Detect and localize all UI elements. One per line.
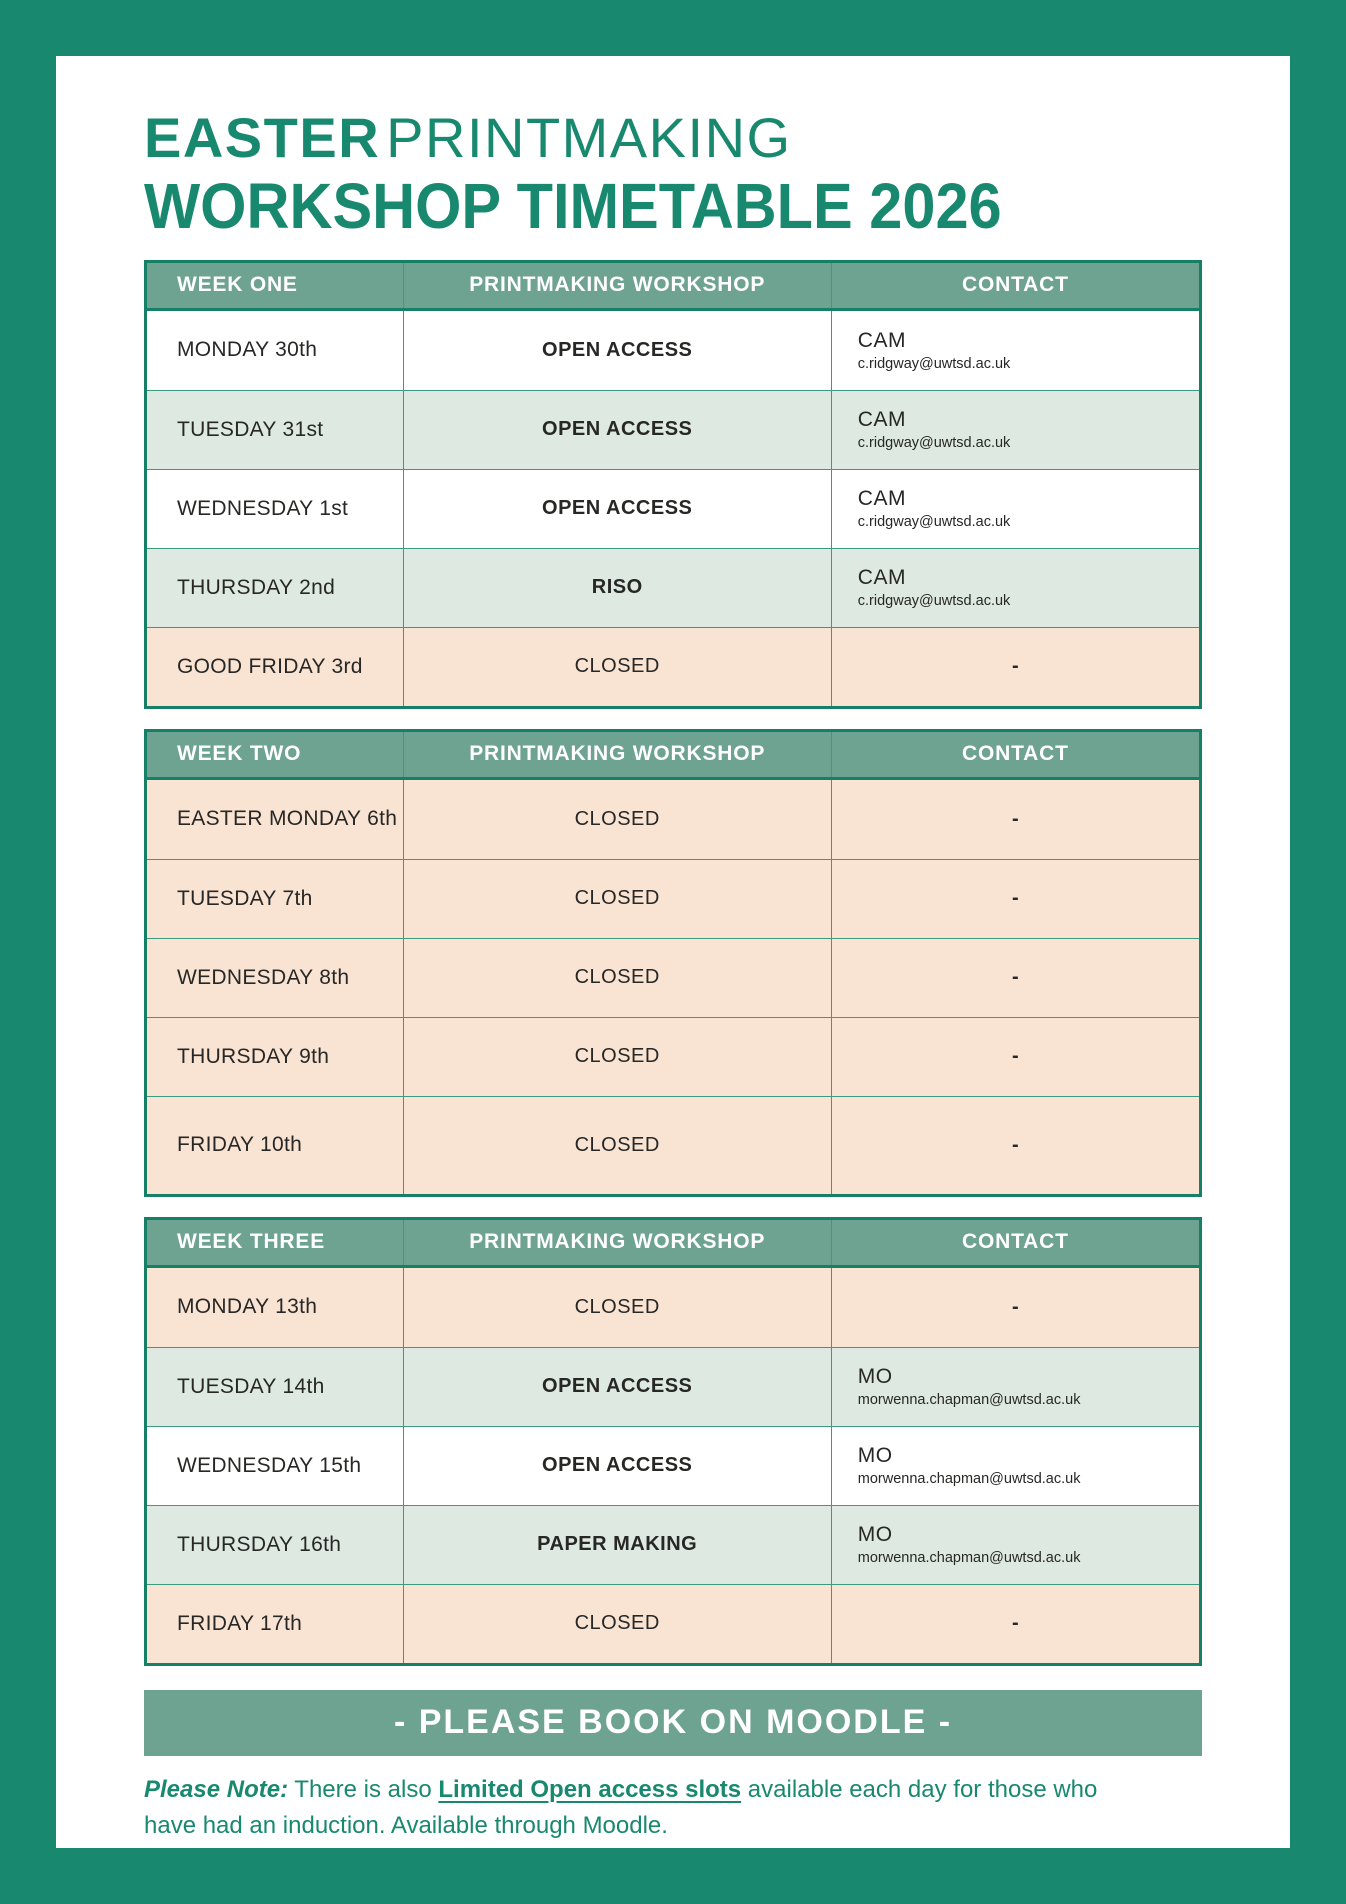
workshop-cell: CLOSED: [403, 939, 831, 1017]
timetable-week-2: [144, 729, 1202, 1197]
workshop-cell: OPEN ACCESS: [403, 311, 831, 390]
workshop-column-header: PRINTMAKING WORKSHOP: [403, 263, 831, 308]
contact-cell: [831, 470, 1199, 548]
workshop-column-header: PRINTMAKING WORKSHOP: [403, 732, 831, 777]
note-prefix: Please Note:: [144, 1775, 289, 1803]
contact-cell: [831, 1018, 1199, 1096]
contact-email: c.ridgway@uwtsd.ac.uk: [857, 355, 1011, 372]
contact-name: CAM: [857, 566, 906, 590]
week-column-header: WEEK THREE: [177, 1230, 326, 1254]
contact-dash: -: [1012, 1133, 1019, 1156]
title-word-printmaking: PRINTMAKING: [386, 106, 792, 169]
table-row: [147, 1505, 1199, 1584]
workshop-cell: PAPER MAKING: [403, 1506, 831, 1584]
contact-cell: [831, 391, 1199, 469]
timetable-week-3: [144, 1217, 1202, 1666]
contact-cell: [831, 939, 1199, 1017]
workshop-cell: OPEN ACCESS: [403, 470, 831, 548]
day-cell: WEDNESDAY 1st: [177, 496, 349, 520]
workshop-cell: OPEN ACCESS: [403, 1427, 831, 1505]
workshop-cell: RISO: [403, 549, 831, 627]
workshop-cell: CLOSED: [403, 860, 831, 938]
contact-column-header: CONTACT: [831, 1220, 1199, 1265]
note-underlined-phrase: Limited Open access slots: [438, 1775, 742, 1803]
contact-email: c.ridgway@uwtsd.ac.uk: [857, 593, 1011, 610]
week-column-header: WEEK TWO: [177, 742, 302, 766]
contact-cell: [831, 1097, 1199, 1194]
contact-dash: -: [1012, 1295, 1019, 1318]
timetable-section: [144, 260, 1202, 1666]
contact-email: morwenna.chapman@uwtsd.ac.uk: [857, 1471, 1081, 1488]
table-row: [147, 1426, 1199, 1505]
contact-name: MO: [857, 1523, 893, 1547]
day-cell: TUESDAY 7th: [177, 886, 313, 910]
week-column-header: WEEK ONE: [177, 273, 298, 297]
contact-dash: -: [1012, 655, 1019, 678]
day-cell: THURSDAY 9th: [177, 1044, 330, 1068]
table-row: [147, 627, 1199, 706]
day-cell: WEDNESDAY 15th: [177, 1453, 362, 1477]
contact-email: c.ridgway@uwtsd.ac.uk: [857, 514, 1011, 531]
title-line2: WORKSHOP TIMETABLE 2026: [144, 170, 1002, 243]
workshop-cell: OPEN ACCESS: [403, 1348, 831, 1426]
table-row: [147, 311, 1199, 390]
table-row: [147, 390, 1199, 469]
table-header-row: [147, 732, 1199, 780]
workshop-column-header: PRINTMAKING WORKSHOP: [403, 1220, 831, 1265]
table-row: [147, 780, 1199, 859]
workshop-cell: CLOSED: [403, 1268, 831, 1347]
workshop-cell: CLOSED: [403, 628, 831, 706]
day-cell: THURSDAY 2nd: [177, 575, 336, 599]
day-cell: FRIDAY 17th: [177, 1611, 303, 1635]
note-text-after: available each day for those who have had an induction. Available through Moodle.: [144, 1775, 1098, 1839]
contact-dash: -: [1012, 966, 1019, 989]
day-cell: TUESDAY 31st: [177, 417, 324, 441]
contact-column-header: CONTACT: [831, 732, 1199, 777]
contact-name: MO: [857, 1444, 893, 1468]
poster-page: [56, 56, 1290, 1848]
contact-name: CAM: [857, 328, 906, 352]
contact-cell: [831, 628, 1199, 706]
day-cell: FRIDAY 10th: [177, 1133, 303, 1157]
timetable-week-1: [144, 260, 1202, 709]
contact-cell: [831, 311, 1199, 390]
day-cell: MONDAY 13th: [177, 1295, 318, 1319]
contact-cell: [831, 1268, 1199, 1347]
contact-cell: [831, 549, 1199, 627]
workshop-cell: CLOSED: [403, 1097, 831, 1194]
contact-cell: [831, 860, 1199, 938]
day-cell: THURSDAY 16th: [177, 1532, 342, 1556]
title-word-easter: EASTER: [144, 106, 381, 169]
day-cell: MONDAY 30th: [177, 338, 318, 362]
day-cell: GOOD FRIDAY 3rd: [177, 654, 363, 678]
contact-name: CAM: [857, 408, 906, 432]
contact-name: CAM: [857, 487, 906, 511]
contact-name: MO: [857, 1365, 893, 1389]
contact-dash: -: [1012, 807, 1019, 830]
table-row: [147, 469, 1199, 548]
contact-email: morwenna.chapman@uwtsd.ac.uk: [857, 1550, 1081, 1567]
note-text-before: There is also: [288, 1775, 439, 1803]
table-row: [147, 859, 1199, 938]
contact-cell: [831, 780, 1199, 859]
contact-column-header: CONTACT: [831, 263, 1199, 308]
workshop-cell: OPEN ACCESS: [403, 391, 831, 469]
contact-dash: -: [1012, 1045, 1019, 1068]
footer-note: [144, 1772, 1154, 1844]
table-row: [147, 1268, 1199, 1347]
table-row: [147, 1584, 1199, 1663]
workshop-cell: CLOSED: [403, 1585, 831, 1663]
title-line1: [144, 108, 1202, 168]
contact-dash: -: [1012, 1612, 1019, 1635]
day-cell: TUESDAY 14th: [177, 1374, 325, 1398]
day-cell: EASTER MONDAY 6th: [177, 807, 398, 831]
table-header-row: [147, 263, 1199, 311]
workshop-cell: CLOSED: [403, 1018, 831, 1096]
contact-dash: -: [1012, 887, 1019, 910]
contact-cell: [831, 1585, 1199, 1663]
table-row: [147, 1017, 1199, 1096]
table-row: [147, 938, 1199, 1017]
contact-email: c.ridgway@uwtsd.ac.uk: [857, 435, 1011, 452]
contact-email: morwenna.chapman@uwtsd.ac.uk: [857, 1392, 1081, 1409]
day-cell: WEDNESDAY 8th: [177, 965, 350, 989]
moodle-banner: - PLEASE BOOK ON MOODLE -: [144, 1690, 1202, 1756]
page-title: [144, 108, 1202, 242]
contact-cell: [831, 1348, 1199, 1426]
table-header-row: [147, 1220, 1199, 1268]
table-row: [147, 1347, 1199, 1426]
table-row: [147, 548, 1199, 627]
contact-cell: [831, 1506, 1199, 1584]
contact-cell: [831, 1427, 1199, 1505]
workshop-cell: CLOSED: [403, 780, 831, 859]
table-row: [147, 1096, 1199, 1194]
